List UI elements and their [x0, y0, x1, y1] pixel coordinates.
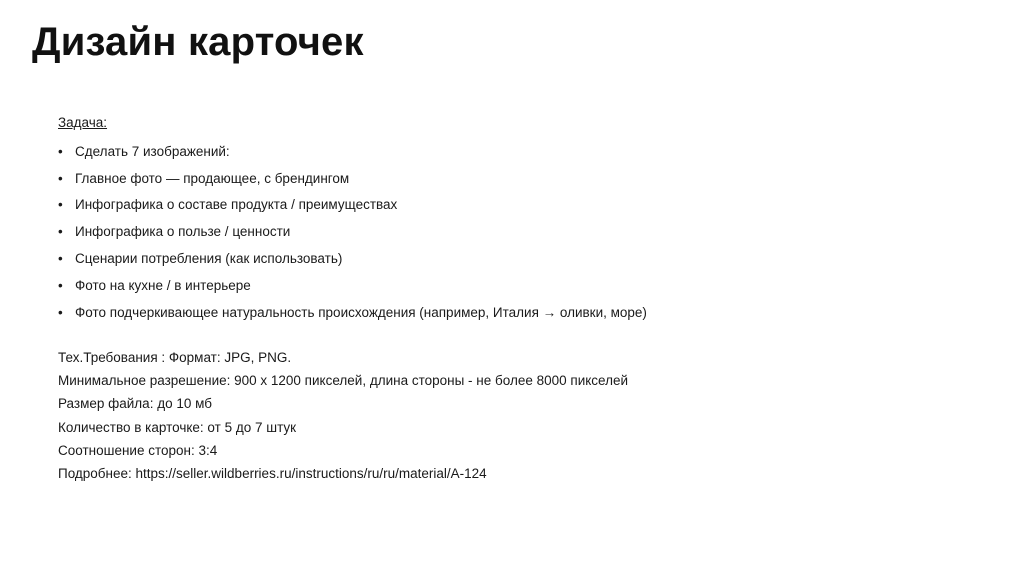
spec-aspect-ratio: Соотношение сторон: 3:4	[58, 442, 218, 458]
bullet-icon: •	[58, 304, 63, 320]
bullet-icon: •	[58, 143, 63, 159]
bullet-icon: •	[58, 251, 63, 267]
spec-resolution: Минимальное разрешение: 900 x 1200 пикселей, длина стороны - не более 8000 пикселей	[58, 373, 629, 389]
bullet-item	[58, 138, 647, 165]
bullet-text: Сценарии потребления (как использовать)	[75, 251, 343, 267]
spec-more-info: Подробнее: https://seller.wildberries.ru/instructions/ru/ru/material/A-124	[58, 466, 487, 482]
spec-file-size: Размер файла: до 10 мб	[58, 396, 212, 412]
bullet-text: Сделать 7 изображений:	[75, 143, 230, 159]
bullet-item	[58, 272, 647, 299]
task-label: Задача:	[58, 115, 108, 130]
bullet-item	[58, 192, 647, 219]
bullet-text: Инфографика о пользе / ценности	[75, 224, 291, 240]
bullet-text: Инфографика о составе продукта / преимуществах	[75, 197, 398, 213]
bullet-icon: •	[58, 277, 63, 293]
spec-format: Тех.Требования : Формат: JPG, PNG.	[58, 350, 292, 366]
bullet-icon: •	[58, 197, 63, 213]
bullet-item	[58, 245, 647, 272]
bullet-text: Главное фото — продающее, с брендингом	[75, 170, 350, 186]
bullet-icon: •	[58, 170, 63, 186]
slide-title: Дизайн карточек	[32, 20, 364, 64]
spec-count: Количество в карточке: от 5 до 7 штук	[58, 419, 297, 435]
bullet-text: Фото подчеркивающее натуральность происхождения (например, Италия → оливки, море)	[75, 304, 647, 320]
bullet-item	[58, 299, 647, 326]
bullet-icon: •	[58, 224, 63, 240]
tech-requirements	[58, 346, 628, 485]
bullet-text: Фото на кухне / в интерьере	[75, 277, 251, 293]
bullet-item	[58, 165, 647, 192]
bullet-item	[58, 218, 647, 245]
task-bullet-list	[58, 138, 647, 326]
